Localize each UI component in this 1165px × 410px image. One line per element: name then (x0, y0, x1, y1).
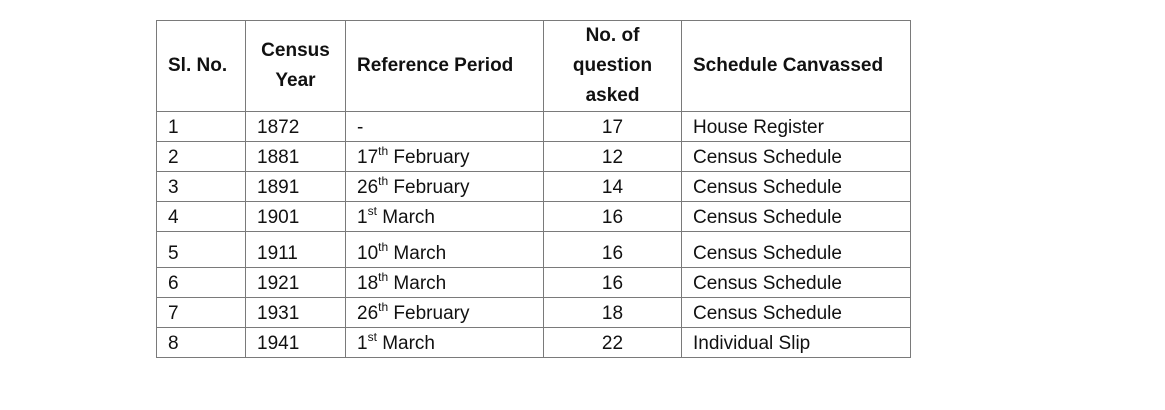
cell-sl-no: 3 (157, 172, 246, 202)
cell-questions: 17 (544, 112, 682, 142)
ref-day: 26 (357, 177, 379, 198)
ref-month: February (388, 303, 470, 324)
cell-questions: 16 (544, 202, 682, 232)
table-row (157, 202, 911, 232)
table-row (157, 172, 911, 202)
cell-questions: 16 (544, 268, 682, 298)
cell-sl-no: 5 (157, 232, 246, 268)
cell-questions: 12 (544, 142, 682, 172)
ref-day: 26 (357, 303, 379, 324)
header-schedule-canvassed: Schedule Canvassed (682, 21, 911, 112)
cell-schedule: House Register (682, 112, 911, 142)
cell-questions: 18 (544, 298, 682, 328)
cell-sl-no: 1 (157, 112, 246, 142)
cell-schedule: Census Schedule (682, 232, 911, 268)
cell-schedule: Census Schedule (682, 142, 911, 172)
ref-month: February (388, 147, 470, 168)
ref-day: 18 (357, 273, 379, 294)
ref-day: 17 (357, 147, 379, 168)
cell-schedule: Census Schedule (682, 268, 911, 298)
table-row (157, 298, 911, 328)
table-row (157, 232, 911, 268)
cell-census-year: 1931 (246, 298, 346, 328)
ref-suffix: th (378, 239, 389, 254)
census-table (156, 20, 911, 358)
ref-month: March (376, 207, 435, 228)
cell-census-year: 1901 (246, 202, 346, 232)
ref-month: March (376, 333, 435, 354)
cell-census-year: 1941 (246, 328, 346, 358)
ref-day: 1 (357, 333, 368, 354)
cell-questions: 22 (544, 328, 682, 358)
cell-reference-period (346, 112, 544, 142)
ref-suffix: st (367, 203, 377, 218)
cell-schedule: Census Schedule (682, 202, 911, 232)
table-row (157, 142, 911, 172)
cell-schedule: Census Schedule (682, 172, 911, 202)
cell-sl-no: 8 (157, 328, 246, 358)
cell-schedule: Census Schedule (682, 298, 911, 328)
ref-day: 10 (357, 243, 379, 264)
table-row (157, 268, 911, 298)
cell-reference-period (346, 328, 544, 358)
table-row (157, 112, 911, 142)
ref-suffix: st (367, 329, 377, 344)
cell-reference-period (346, 142, 544, 172)
ref-day: 1 (357, 207, 368, 228)
header-census-year: Census Year (246, 21, 346, 112)
cell-reference-period (346, 298, 544, 328)
ref-suffix: th (378, 299, 389, 314)
cell-sl-no: 2 (157, 142, 246, 172)
ref-month: March (388, 273, 447, 294)
cell-schedule: Individual Slip (682, 328, 911, 358)
cell-sl-no: 4 (157, 202, 246, 232)
cell-questions: 14 (544, 172, 682, 202)
ref-suffix: th (378, 173, 389, 188)
ref-suffix: th (378, 269, 389, 284)
cell-census-year: 1881 (246, 142, 346, 172)
cell-census-year: 1891 (246, 172, 346, 202)
cell-census-year: 1921 (246, 268, 346, 298)
header-reference-period: Reference Period (346, 21, 544, 112)
cell-reference-period (346, 172, 544, 202)
header-questions-asked: No. of question asked (544, 21, 682, 112)
cell-reference-period (346, 232, 544, 268)
cell-reference-period (346, 202, 544, 232)
ref-day: - (357, 117, 364, 138)
header-row (157, 21, 911, 112)
cell-census-year: 1872 (246, 112, 346, 142)
header-sl-no: Sl. No. (157, 21, 246, 112)
ref-suffix: th (378, 143, 389, 158)
cell-reference-period (346, 268, 544, 298)
ref-month: March (388, 243, 447, 264)
table-row (157, 328, 911, 358)
ref-month: February (388, 177, 470, 198)
cell-census-year: 1911 (246, 232, 346, 268)
cell-sl-no: 6 (157, 268, 246, 298)
cell-questions: 16 (544, 232, 682, 268)
cell-sl-no: 7 (157, 298, 246, 328)
